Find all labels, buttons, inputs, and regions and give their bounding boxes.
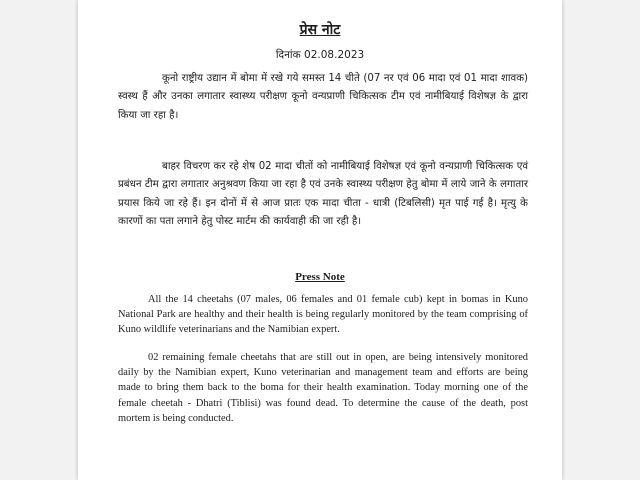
hindi-paragraph-1: कूनो राष्ट्रीय उद्यान में बोमा में रखे गये समस्त 14 चीते (07 नर एवं 06 मादा एवं 01 मादा शावक) स्वस्थ हैं और उनका लगातार स्वास्थ्य परीक्षण कूनो वन्यप्राणी चिकित्सक टीम एवं नामीबियाई विशेषज्ञ के द्वारा किया जा रहा है। <box>118 73 528 121</box>
hindi-title: प्रेस नोट <box>299 22 341 38</box>
english-title: Press Note <box>295 271 345 283</box>
english-paragraph-1: All the 14 cheetahs (07 males, 06 females and 01 female cub) kept in bomas in Kuno National Park are healthy and their health is being regularly monitored by the team comprising of Kuno wildlife veterinarians and the Namibian expert. <box>118 294 528 336</box>
press-note-page <box>78 0 562 480</box>
english-paragraph-2: 02 remaining female cheetahs that are still out in open, are being intensively monitored daily by the Namibian expert, Kuno veterinarian and management team and efforts are being made to bring them back to the boma for their health examination. Today morning one of the female cheetah - Dhatri (Tiblisi) was found dead. To determine the cause of the death, post mortem is being conducted. <box>118 352 528 424</box>
hindi-paragraph-2: बाहर विचरण कर रहे शेष 02 मादा चीतों को नामीबियाई विशेषज्ञ एवं कूनो वन्यप्राणी चिकित्सक एवं प्रबंधन टीम द्वारा लगातार अनुश्रवण किया जा रहा है एवं उनके स्वास्थ्य परीक्षण हेतु बोमा में लाये जाने के लगातार प्रयास किये जा रहे हैं। इन दोनों में से आज प्रातः एक मादा चीता - धात्री (टिबलिसी) मृत पाई गई है। मृत्यु के कारणों का पता लगाने हेतु पोस्ट मार्टम की कार्यवाही की जा रही है। <box>118 161 528 228</box>
hindi-date: दिनांक 02.08.2023 <box>275 49 365 61</box>
